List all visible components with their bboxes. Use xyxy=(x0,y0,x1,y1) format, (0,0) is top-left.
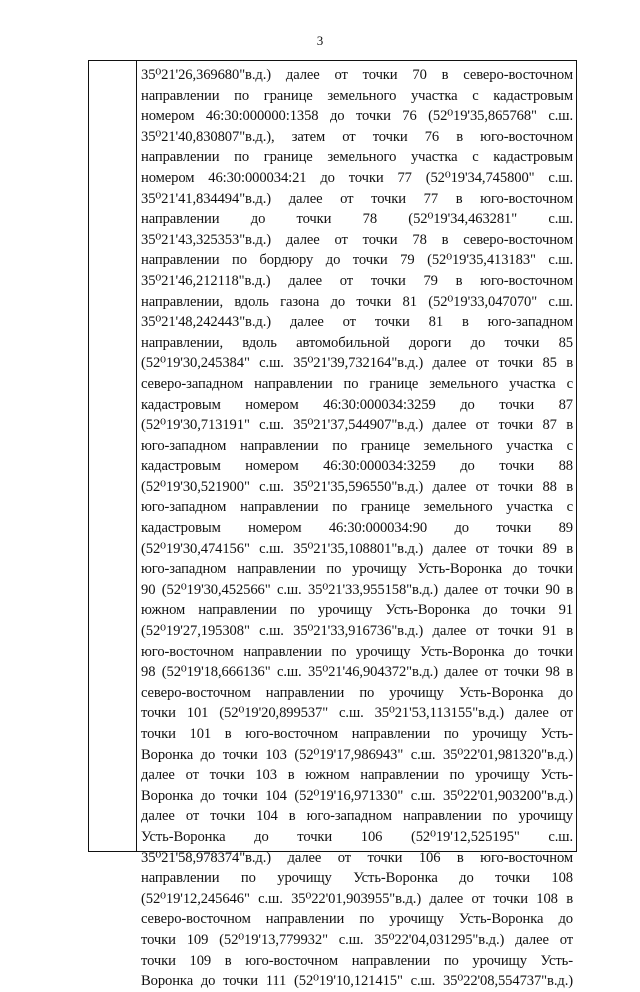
text-line: юго-западном направлении по границе земельного участка с xyxy=(141,437,573,454)
text-line: кадастровым номером 46:30:000034:90 до точки 89 xyxy=(141,520,573,537)
text-line: Воронка до точки 111 (52⁰19'10,121415" с.ш. 35⁰22'08,554737"в.д.) xyxy=(141,973,573,990)
text-line: 35⁰21'46,212118"в.д.) далее от точки 79 в юго-восточном xyxy=(141,272,573,289)
text-line: 35⁰21'48,242443"в.д.) далее от точки 81 в юго-западном xyxy=(141,314,573,331)
text-line: (52⁰19'30,713191" с.ш. 35⁰21'37,544907"в.д.) далее от точки 87 в xyxy=(141,417,573,434)
text-line: юго-западном направлении по урочищу Усть-Воронка до точки xyxy=(141,561,573,578)
text-line: юго-западном направлении по границе земельного участка с xyxy=(141,499,573,516)
text-line: кадастровым номером 46:30:000034:3259 до точки 88 xyxy=(141,458,573,475)
text-line: северо-западном направлении по границе земельного участка с xyxy=(141,375,573,392)
text-line: (52⁰19'30,474156" с.ш. 35⁰21'35,108801"в.д.) далее от точки 89 в xyxy=(141,540,573,557)
text-line: направлении по бордюру до точки 79 (52⁰19'35,413183" с.ш. xyxy=(141,252,573,269)
text-line: северо-восточном направлении по урочищу Усть-Воронка до xyxy=(141,911,573,928)
text-line: далее от точки 104 в юго-западном направлении по урочищу xyxy=(141,808,573,825)
text-line: номером 46:30:000000:1358 до точки 76 (52⁰19'35,865768" с.ш. xyxy=(141,108,573,125)
text-line: точки 109 в юго-восточном направлении по урочищу Усть- xyxy=(141,952,573,969)
text-line: (52⁰19'30,521900" с.ш. 35⁰21'35,596550"в.д.) далее от точки 88 в xyxy=(141,478,573,495)
text-line: направлении по границе земельного участка с кадастровым xyxy=(141,87,573,104)
text-line: 90 (52⁰19'30,452566" с.ш. 35⁰21'33,955158"в.д.) далее от точки 90 в xyxy=(141,581,573,598)
text-line: далее от точки 103 в южном направлении по урочищу Усть- xyxy=(141,767,573,784)
page-number: 3 xyxy=(316,33,324,48)
text-line: (52⁰19'27,195308" с.ш. 35⁰21'33,916736"в.д.) далее от точки 91 в xyxy=(141,623,573,640)
text-line: направлении до точки 78 (52⁰19'34,463281" с.ш. xyxy=(141,211,573,228)
text-line: 35⁰21'41,834494"в.д.) далее от точки 77 в юго-восточном xyxy=(141,190,573,207)
text-line: Воронка до точки 104 (52⁰19'16,971330" с.ш. 35⁰22'01,903200"в.д.) xyxy=(141,787,573,804)
text-line: точки 101 в юго-восточном направлении по урочищу Усть- xyxy=(141,726,573,742)
text-line: направлении, вдоль газона до точки 81 (52⁰19'33,047070" с.ш. xyxy=(141,293,573,310)
text-line: Воронка до точки 103 (52⁰19'17,986943" с.ш. 35⁰22'01,981320"в.д.) xyxy=(141,746,573,763)
text-line: направлении по урочищу Усть-Воронка до точки 108 xyxy=(141,870,573,887)
text-line: 98 (52⁰19'18,666136" с.ш. 35⁰21'46,904372"в.д.) далее от точки 98 в xyxy=(141,664,573,681)
text-line: 35⁰21'58,978374"в.д.) далее от точки 106 в юго-восточном xyxy=(141,849,573,866)
text-line: 35⁰21'40,830807"в.д.), затем от точки 76 в юго-восточном xyxy=(141,128,573,145)
text-line: южном направлении по урочищу Усть-Воронка до точки 91 xyxy=(141,602,573,619)
text-line: точки 101 (52⁰19'20,899537" с.ш. 35⁰21'53,113155"в.д.) далее от xyxy=(141,705,573,722)
text-line: направлении по границе земельного участка с кадастровым xyxy=(141,149,573,166)
document-table xyxy=(88,60,577,990)
text-line: (52⁰19'30,245384" с.ш. 35⁰21'39,732164"в.д.) далее от точки 85 в xyxy=(141,355,573,372)
text-line: направлении, вдоль автомобильной дороги до точки 85 xyxy=(141,334,573,351)
text-line: северо-восточном направлении по урочищу Усть-Воронка до xyxy=(141,684,573,701)
text-line: Усть-Воронка до точки 106 (52⁰19'12,525195" с.ш. xyxy=(141,828,573,845)
text-line: 35⁰21'26,369680"в.д.) далее от точки 70 в северо-восточном xyxy=(141,67,573,83)
text-line: номером 46:30:000034:21 до точки 77 (52⁰19'34,745800" с.ш. xyxy=(141,169,573,186)
text-line: 35⁰21'43,325353"в.д.) далее от точки 78 в северо-восточном xyxy=(141,231,573,248)
text-line: юго-восточном направлении по урочищу Усть-Воронка до точки xyxy=(141,643,573,660)
table-text-cell xyxy=(141,65,573,992)
table-left-column xyxy=(89,61,137,851)
text-line: кадастровым номером 46:30:000034:3259 до точки 87 xyxy=(141,396,573,413)
text-line: точки 109 (52⁰19'13,779932" с.ш. 35⁰22'04,031295"в.д.) далее от xyxy=(141,931,573,948)
text-line: (52⁰19'12,245646" с.ш. 35⁰22'01,903955"в.д.) далее от точки 108 в xyxy=(141,890,573,907)
